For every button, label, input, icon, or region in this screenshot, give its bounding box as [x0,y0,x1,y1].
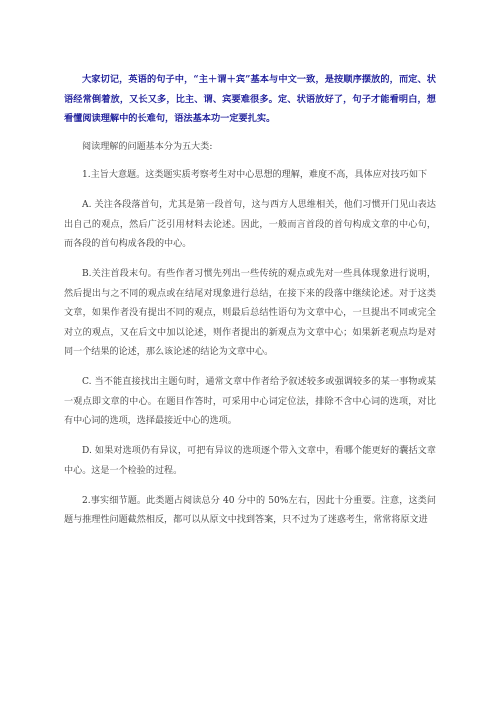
paragraph-tip-b: B.关注首段末句。有些作者习惯先列出一些传统的观点或先对一些具体现象进行说明，然后提出与之不同的观点或在结尾对现象进行总结，在接下来的段落中继续论述。对于这类文章，如果作者没有提出不同的观点，则最后总结性语句为文章中心，一旦提出不同或完全对立的观点，又在后文中加以论述，则作者提出的新观点为文章中心；如果新老观点均是对同一个结果的论述，那么该论述的结论为文章中心。 [64,269,436,357]
paragraph-detail-questions: 2.事实细节题。此类题占阅读总分 40 分中的 50%左右，因此十分重要。注意，这类问题与推理性问题截然相反，都可以从原文中找到答案，只不过为了迷惑考生，常常将原文进 [64,495,436,525]
document-page [64,70,436,541]
paragraph-tip-d: D. 如果对选项仍有异议，可把有异议的选项逐个带入文章中，看哪个能更好的囊括文章中心。这是一个检验的过程。 [64,446,436,476]
paragraph-tip-a: A. 关注各段落首句，尤其是第一段首句，这与西方人思维相关，他们习惯开门见山表达出自己的观点，然后广泛引用材料去论述。因此，一般而言首段的首句构成文章的中心句，而各段的首句构成各段的中心。 [64,200,436,249]
intro-highlight: 大家切记，英语的句子中，“主＋谓＋宾”基本与中文一致，是按顺序摆放的，而定、状语经常倒着放，又长又多，比主、谓、宾要难很多。定、状语放好了，句子才能看明白，想看懂阅读理解中的长难句，语法基本功一定要扎实。 [64,74,436,124]
question-types-heading: 阅读理解的问题基本分为五大类: [82,141,213,152]
paragraph-tip-c: C. 当不能直接找出主题句时，通常文章中作者给予叙述较多或强调较多的某一事物或某一观点即文章的中心。在题目作答时，可采用中心词定位法，排除不含中心词的选项，对比有中心词的选项，选择最接近中心的选项。 [64,377,436,426]
paragraph-main-idea: 1.主旨大意题。这类题实质考察考生对中心思想的理解，难度不高，具体应对技巧如下 [82,170,428,180]
